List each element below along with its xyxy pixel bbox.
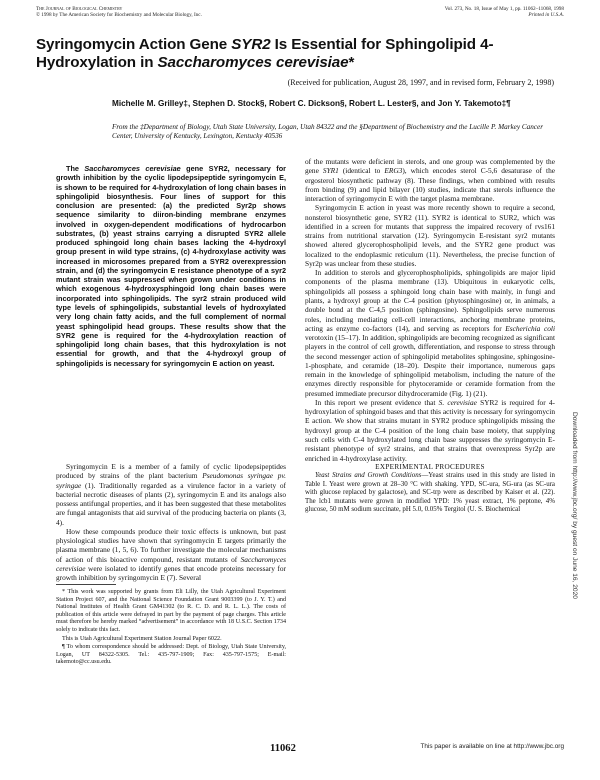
footnote-funding: * This work was supported by grants from Eli Lilly, the Utah Agricultural Experiment Station Project 607, and the National Science Foundation Grant 9003399 (to J. Y. T.) and National Institutes of Health Grant GM41302 (to R. C. D. and R. L. L.). The costs of publication of this article were defrayed in part by the payment of page charges. This article must therefore be hereby marked “advertisement” in accordance with 18 U.S.C. Section 1734 solely to indicate this fact. — [56, 589, 286, 633]
affiliations: From the ‡Department of Biology, Utah State University, Logan, Utah 84322 and the §Department of Biochemistry and the Lucille P. Markey Cancer Center, University of Kentucky, Lexington, Kentucky 40536 — [112, 123, 543, 141]
copyright-line: © 1998 by The American Society for Biochemistry and Molecular Biology, Inc. — [36, 12, 202, 19]
right-column-body — [305, 157, 555, 515]
author-list: Michelle M. Grilley‡, Stephen D. Stock§, Robert C. Dickson§, Robert L. Lester§, and Jon Y. Takemoto‡¶ — [112, 99, 511, 108]
printed-line: Printed in U.S.A. — [528, 12, 564, 19]
journal-header-left — [36, 6, 202, 19]
footnote-correspondence: ¶ To whom correspondence should be addressed: Dept. of Biology, Utah State University, Logan, UT 84322-5305. Tel.: 435-797-1909; Fax: 435-797-1575; E-mail: takemoto@cc.usu.edu. — [56, 644, 286, 666]
article-title: Syringomycin Action Gene SYR2 Is Essential for Sphingolipid 4-Hydroxylation in Saccharomyces cerevisiae* — [36, 36, 494, 71]
footnote-journal-paper: This is Utah Agricultural Experiment Station Journal Paper 6022. — [62, 635, 222, 642]
download-watermark: Downloaded from http://www.jbc.org/ by guest on June 16, 2020 — [571, 412, 578, 599]
paragraph: Syringomycin E is a member of a family of cyclic lipodepsipeptides produced by strains of the plant bacterium Pseudomonas syringae pv. syringae (1). Traditionally regarded as a virulence factor in a variety of bacterial necrotic diseases of plants (2), syringomycin E and its analogs also possess antifungal properties, and it has been suggested that these metabolites are fungal antagonists that aid survival of the producing bacteria on plants (3, 4). — [56, 462, 287, 527]
online-availability: This paper is available on line at http://www.jbc.org — [420, 743, 564, 750]
left-column-body — [56, 462, 286, 582]
volume-line: Vol. 273, No. 18, Issue of May 1, pp. 11062–11068, 1998 — [444, 6, 564, 12]
footnotes — [56, 589, 286, 668]
journal-name: The Journal of Biological Chemistry — [36, 6, 123, 12]
received-dates: (Received for publication, August 28, 1997, and in revised form, February 2, 1998) — [287, 78, 554, 87]
paragraph: In addition to sterols and glycerophospholipids, sphingolipids are major lipid components of the plasma membrane (13). Ubiquitous in eukaryotic cells, sphingolipids all possess a sphingoid long chain base with mainly, in fungi and plants, a hydroxyl group at the C-4 position (phytosphingosine) or, in animals, a double bond at the C-4,5 position (sphingosine). Sphingolipids serve numerous roles, including mediating cell-cell interactions, anchoring membrane proteins, acting as enzyme co-factors (14), and serving as receptors for Escherichia coli verotoxin (15–17). In addition, sphingolipids are becoming recognized as significant players in the control of cell growth, differentiation, and response to stress through the second messenger action of sphingolipid metabolites sphingosine, sphingosine-1-phosphate, and ceramide (18–20). Despite their importance, numerous gaps remain in the knowledge of sphingolipid metabolism, including the nature of the enzymes directly responsible for phytoceramide or ceramide formation from the presumed immediate precursor dihydroceramide (Fig. 1) (21). — [305, 268, 555, 398]
section-heading: EXPERIMENTAL PROCEDURES — [375, 462, 485, 471]
paragraph: Yeast Strains and Growth Conditions—Yeast strains used in this study are listed in Table I. Yeast were grown at 28–30 °C with shaking. YPD, SC-ura, SG-ura (as SC-ura with glucose replaced by galactose), and SC-trp were as described by Kaiser et al. (22). The lcb1 mutants were grown in modified YPD: 1% yeast extract, 1% peptone, 4% glucose, 50 mM sodium succinate, pH 5.0, 0.05% Tergitol (U. S. Biochemical — [305, 472, 555, 514]
page-number: 11062 — [270, 743, 296, 754]
paragraph: How these compounds produce their toxic effects is unknown, but past physiological studies have shown that syringomycin E targets primarily the plasma membrane (1, 5, 6). To further investigate the molecular mechanisms of action of this bioactive compound, resistant mutants of Saccharomyces cerevisiae were isolated to identify genes that encode proteins necessary for growth inhibition by syringomycin E (7). Several — [56, 526, 286, 583]
paragraph: In this report we present evidence that S. cerevisiae SYR2 is required for 4-hydroxylation of sphingoid bases and that this activity is necessary for syringomycin E action. We show that strains mutant in SYR2 produce sphingolipids missing the hydroxyl group at the C-4 position of the long chain base moiety, that supplying such cells with C-4 hydroxylated long chain base suppresses the syringomycin E-resistant phenotype of syr2 strains, and that strains that overexpress Syr2p are enriched in 4-hydroxylase activity. — [305, 397, 555, 463]
footnote-divider — [56, 584, 116, 585]
abstract: The Saccharomyces cerevisiae gene SYR2, necessary for growth inhibition by the cyclic lipodepsipeptide syringomycin E, is shown to be required for 4-hydroxylation of long chain bases in sphingolipid biosynthesis. Four lines of support for this conclusion are presented: (a) the predicted Syr2p shows sequence similarity to diiron-binding membrane enzymes involved in oxygen-dependent modifications of hydrocarbon substrates, (b) yeast strains carrying a disrupted SYR2 allele produced sphingoid long chain bases lacking the 4-hydroxyl group present in wild type strains, (c) 4-hydroxylase activity was increased in microsomes prepared from a SYR2 overexpression strain, and (d) the syringomycin E resistance phenotype of a syr2 mutant strain was suppressed when grown under conditions in which exogenous 4-hydroxysphingoid long chain bases were incorporated into sphingolipids. The syr2 strain produced wild type levels of sphingolipids, substantial levels of hydroxylated very long chain fatty acids, and the full complement of normal yeast sphingolipid head groups. These results show that the SYR2 gene is required for the 4-hydroxylation reaction of sphingolipid long chain bases, that this hydroxylation is not essential for growth, and that the 4-hydroxyl group of sphingolipids is necessary for syringomycin E action on yeast. — [56, 164, 286, 368]
journal-header-right — [445, 6, 564, 19]
paragraph: of the mutants were deficient in sterols, and one group was complemented by the gene SYR1 (identical to ERG3), which encodes sterol C-5,6 desaturase of the ergosterol biosynthetic pathway (8). These findings, when combined with results from binding (9) and lipid bilayer (10) studies, indicate that sterols influence the interaction of syringomycin E with the target plasma membrane. — [305, 157, 555, 204]
paragraph: Syringomycin E action in yeast was more recently shown to require a second, nonsterol biosynthetic gene, SYR2 (11). SYR2 is identical to SUR2, which was identified in a screen for mutants that suppress the impaired recovery of rvs161 strains from nutritional starvation (12). Syringomycin E-resistant syr2 mutants showed altered glycerophospholipid levels, and the SYR2 gene product was localized to the endoplasmic reticulum (11). Nevertheless, the precise function of Syr2p was unclear from these studies. — [305, 203, 555, 268]
